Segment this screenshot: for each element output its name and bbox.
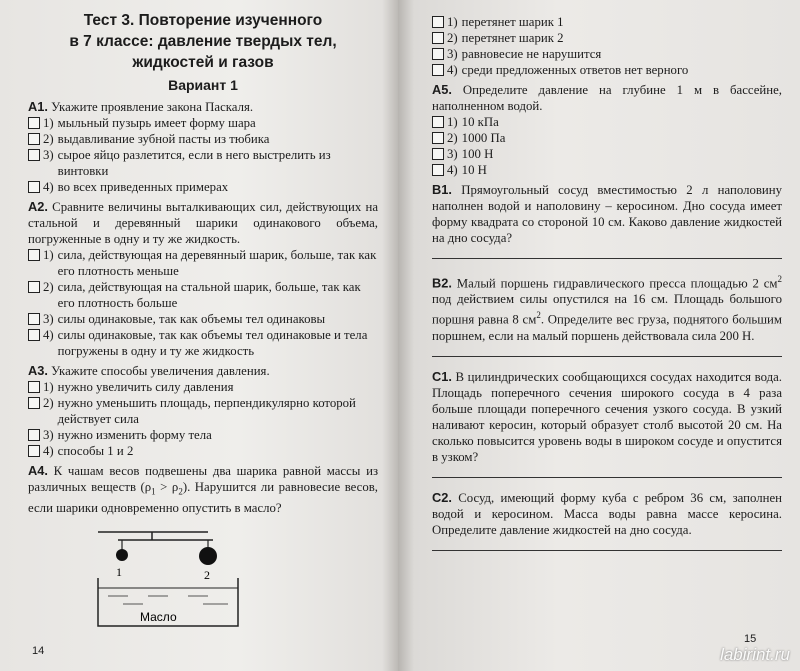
question-label: А2. [28,199,48,214]
checkbox[interactable] [28,429,40,441]
subscript: 1 [151,486,156,497]
question-text: Сосуд, имеющий форму куба с ребром 36 см, заполнен водой и керосином. Масса воды равна массе керосина. Определите давление жидкостей на дно сосуда. [432,490,782,537]
question-label: В2. [432,275,452,291]
answer-option[interactable] [28,279,378,311]
question-text: Определите давление на глубине 1 м в бассейне, наполненном водой. [432,83,782,113]
option-number: 2) [447,131,458,145]
checkbox[interactable] [28,381,40,393]
question-label: А1. [28,99,48,114]
question-a4 [28,463,378,636]
test-title [28,10,378,73]
option-number: 4) [43,180,54,194]
left-page [0,0,398,671]
question-text-part: ). Нарушится ли равновесие весов, если шарики одновременно опустить в масло? [28,480,378,515]
option-number: 1) [43,248,54,262]
answer-line[interactable] [432,258,782,259]
option-number: 4) [43,444,54,458]
answer-option[interactable] [28,115,378,131]
option-number: 1) [43,380,54,394]
checkbox[interactable] [28,149,40,161]
superscript: 2 [777,274,782,284]
option-text: силы одинаковые, так как объемы тел одинаковые и тела погружены в одну и ту же жидкость [57,328,368,358]
option-text: перетянет шарик 2 [461,31,564,45]
answer-option[interactable] [432,146,782,162]
checkbox[interactable] [432,148,444,160]
answer-line[interactable] [432,477,782,478]
answer-option[interactable] [28,247,378,279]
checkbox[interactable] [28,445,40,457]
answer-option[interactable] [432,30,782,46]
option-number: 1) [43,116,54,130]
option-text: 100 Н [461,147,494,161]
answer-option[interactable] [28,131,378,147]
question-text: Укажите проявление закона Паскаля. [51,100,254,114]
answer-option[interactable] [432,62,782,78]
question-label: А4. [28,463,48,478]
answer-option[interactable] [432,114,782,130]
option-number: 4) [43,328,54,342]
checkbox[interactable] [28,117,40,129]
watermark-logo: labirint.ru [720,645,790,664]
oil-label: Масло [140,609,177,624]
checkbox[interactable] [432,132,444,144]
checkbox[interactable] [28,329,40,341]
question-a1 [28,99,378,195]
question-text-part: К чашам весов подвешены два шарика равной массы из различных веществ (ρ [28,464,379,494]
right-page [398,0,800,671]
checkbox[interactable] [28,313,40,325]
question-text: Прямоугольный сосуд вместимостью 2 л наполовину наполнен водой и наполовину – керосином. Дно сосуда имеет форму квадрата со стороной 10 см. Каково давление жидкостей на дно сосуда? [432,183,782,245]
question-label: С2. [432,489,452,505]
title-line-1: Тест 3. Повторение изученного [83,12,323,29]
title-line-2: в 7 классе: давление твердых тел, [69,33,337,50]
option-number: 3) [43,428,54,442]
question-a5 [432,82,782,178]
question-text-part: . Определите вес груза, поднятого большим поршнем, если на малый поршень действовала сила 200 Н. [432,312,782,343]
option-text: перетянет шарик 1 [461,15,564,29]
answer-line[interactable] [432,550,782,551]
option-text: 10 Н [461,163,487,177]
answer-option[interactable] [28,427,378,443]
checkbox[interactable] [28,181,40,193]
option-text: выдавливание зубной пасты из тюбика [57,132,270,146]
question-text: Сравните величины выталкивающих сил, действующих на стальной и деревянный шарики одинакового объема, погруженные в одну и ту же жидкость. [28,200,378,246]
option-text: сила, действующая на стальной шарик, больше, так как его плотность больше [57,280,361,310]
question-b2 [432,271,782,357]
question-a2 [28,199,378,359]
question-b1 [432,182,782,259]
answer-option[interactable] [28,179,378,195]
question-text-part: Малый поршень гидравлического пресса площадью 2 см [456,276,778,291]
question-a4-options [432,14,782,78]
question-text: Укажите способы увеличения давления. [51,364,270,378]
checkbox[interactable] [28,281,40,293]
option-text: сырое яйцо разлетится, если в него выстрелить из винтовки [57,148,331,178]
ball-1 [116,549,128,561]
question-label: С1. [432,368,452,384]
option-text: нужно увеличить силу давления [57,380,234,394]
answer-line[interactable] [432,356,782,357]
title-line-3: жидкостей и газов [132,54,274,71]
answer-option[interactable] [28,443,378,459]
option-text: 1000 Па [461,131,506,145]
option-text: мыльный пузырь имеет форму шара [57,116,256,130]
option-text: способы 1 и 2 [57,444,134,458]
option-text: нужно уменьшить площадь, перпендикулярно которой действует сила [57,396,356,426]
ball-1-label: 1 [116,564,122,579]
answer-option[interactable] [28,311,378,327]
checkbox[interactable] [432,32,444,44]
variant-heading: Вариант 1 [168,77,238,93]
option-number: 2) [447,31,458,45]
option-text: силы одинаковые, так как объемы тел одинаковы [57,312,326,326]
balance-diagram [88,526,288,631]
option-number: 2) [43,280,54,294]
checkbox[interactable] [432,164,444,176]
option-number: 2) [43,396,54,410]
answer-option[interactable] [432,130,782,146]
checkbox[interactable] [432,16,444,28]
option-text: во всех приведенных примерах [57,180,229,194]
option-text: среди предложенных ответов нет верного [461,63,689,77]
question-text-part: > ρ [155,480,179,494]
option-number: 2) [43,132,54,146]
watermark [720,645,790,665]
checkbox[interactable] [432,64,444,76]
superscript: 2 [536,310,541,321]
ball-2-label: 2 [204,567,210,582]
option-text: 10 кПа [461,115,499,129]
question-a3 [28,363,378,459]
answer-option[interactable] [28,147,378,179]
page-number-left: 14 [32,645,45,657]
option-number: 3) [447,47,458,61]
checkbox[interactable] [432,48,444,60]
question-label: А5. [432,82,452,97]
option-text: нужно изменить форму тела [57,428,212,442]
option-number: 4) [447,63,458,77]
page-number-right: 15 [744,633,757,645]
question-c2 [432,490,782,551]
question-c1 [432,369,782,478]
ball-2 [199,547,217,565]
answer-option[interactable] [432,14,782,30]
question-text: В цилиндрических сообщающихся сосудах находится вода. Площадь поперечного сечения широкого сосуда в 4 раза больше площади поперечного сечения узкого сосуда. В узкий наливают керосин, который образует столб высотой 20 см. На сколько повысится уровень воды в широком сосуде и опустится в узком? [432,369,782,464]
question-text-part: под действием силы опустился на 16 см. Площадь большого поршня равна 8 см [432,292,782,327]
answer-option[interactable] [28,395,378,427]
option-text: равновесие не нарушится [461,47,602,61]
question-label: В1. [432,182,452,197]
answer-option[interactable] [432,162,782,178]
option-number: 3) [43,148,54,162]
option-number: 4) [447,163,458,177]
subscript: 2 [178,486,183,497]
question-label: А3. [28,363,48,378]
option-number: 3) [43,312,54,326]
checkbox[interactable] [28,133,40,145]
answer-option[interactable] [28,379,378,395]
option-number: 1) [447,15,458,29]
option-number: 3) [447,147,458,161]
checkbox[interactable] [432,116,444,128]
option-text: сила, действующая на деревянный шарик, больше, так как его плотность меньше [57,248,377,278]
answer-option[interactable] [28,327,378,359]
checkbox[interactable] [28,249,40,261]
answer-option[interactable] [432,46,782,62]
option-number: 1) [447,115,458,129]
checkbox[interactable] [28,397,40,409]
